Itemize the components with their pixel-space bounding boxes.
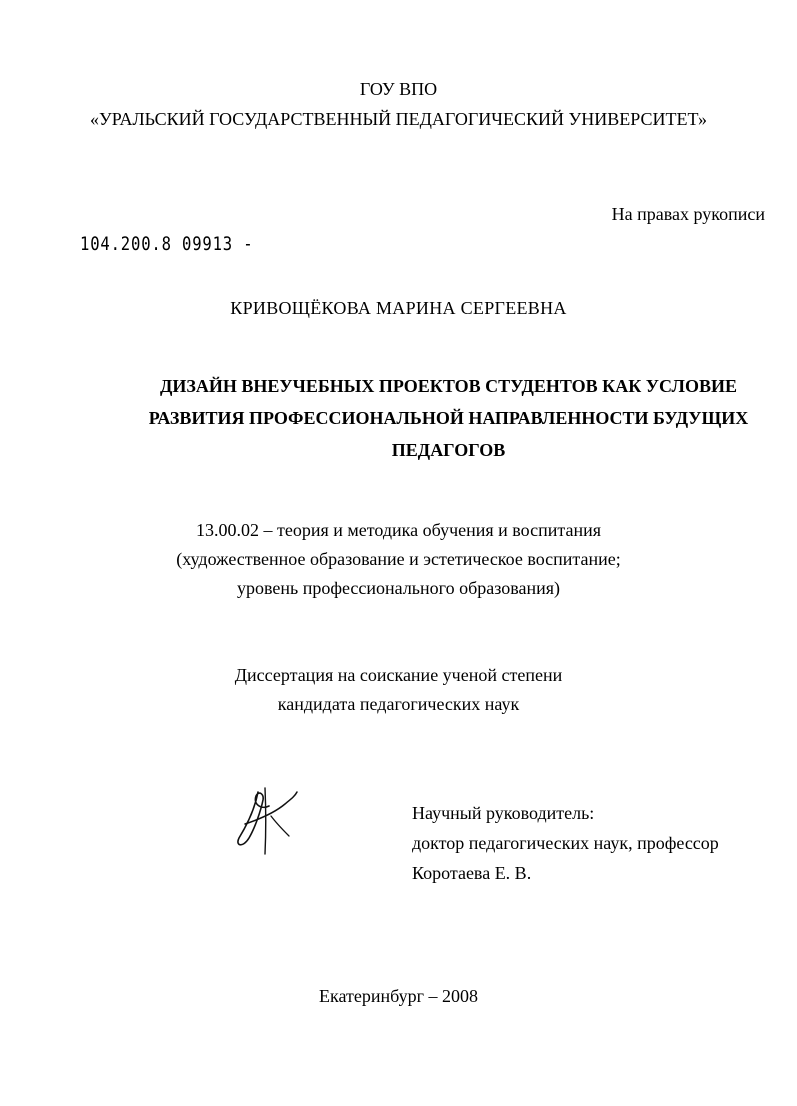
university-name: «УРАЛЬСКИЙ ГОСУДАРСТВЕННЫЙ ПЕДАГОГИЧЕСКИЙ УНИВЕРСИТЕТ» [90, 109, 707, 129]
degree-line-1: Диссертация на соискание ученой степени [234, 665, 563, 685]
handwritten-signature [225, 780, 305, 860]
specialty-block [0, 516, 797, 603]
dissertation-degree-block [0, 661, 797, 719]
registration-stamp-number: 104.200.8 09913 - [80, 233, 254, 255]
specialty-detail-line: (художественное образование и эстетическое воспитание; [176, 549, 621, 569]
dissertation-title [90, 370, 797, 466]
specialty-level-line: уровень профессионального образования) [236, 578, 561, 598]
supervisor-label: Научный руководитель: [412, 803, 595, 823]
organization-abbreviation: ГОУ ВПО [359, 79, 438, 99]
specialty-code-line: 13.00.02 – теория и методика обучения и воспитания [195, 520, 602, 540]
degree-line-2: кандидата педагогических наук [277, 694, 520, 714]
manuscript-rights-note: На правах рукописи [611, 204, 765, 224]
author-name: КРИВОЩЁКОВА МАРИНА СЕРГЕЕВНА [230, 298, 567, 318]
city-and-year: Екатеринбург – 2008 [319, 986, 478, 1006]
title-line-2: РАЗВИТИЯ ПРОФЕССИОНАЛЬНОЙ НАПРАВЛЕННОСТИ БУДУЩИХ [148, 408, 749, 428]
supervisor-name: Коротаева Е. В. [412, 863, 532, 883]
title-line-1: ДИЗАЙН ВНЕУЧЕБНЫХ ПРОЕКТОВ СТУДЕНТОВ КАК УСЛОВИЕ [160, 376, 737, 396]
title-line-3: ПЕДАГОГОВ [391, 440, 506, 460]
supervisor-degree: доктор педагогических наук, профессор [412, 833, 719, 853]
supervisor-block [412, 798, 719, 888]
